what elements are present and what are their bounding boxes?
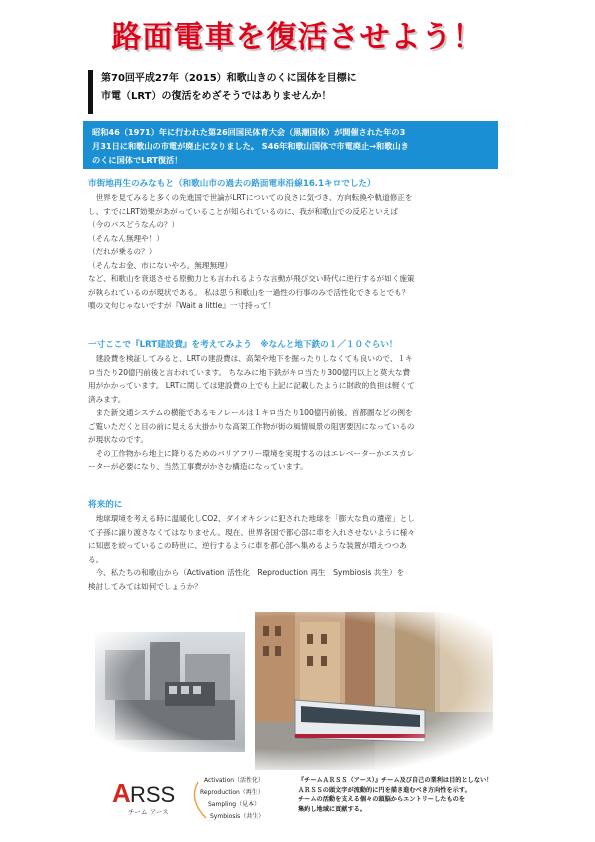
body-line: に知恵を絞っているこの時世に、逆行するように車を都心部へ集めるような装置が増えつつあ (88, 541, 407, 550)
highlight-box (83, 121, 498, 169)
arss-logo (112, 772, 292, 830)
subtitle-line-2: 市電（LRT）の復活をめざそうではありませんか！ (101, 91, 332, 102)
body-line: （そんなお金、市にないやろ。無理無理） (88, 260, 233, 270)
body-line: その工作物から地上に降りるためのバリアフリー環境を実現するのはエレベーターかエスカレ (88, 448, 415, 458)
logo-words (200, 776, 264, 820)
body-line: が執られているのが現状である。 私は思う和歌山を一過性の行事のみで活性化できるとでも？ (88, 287, 410, 297)
body-line: ーターが必要になり、当然工事費がかさむ構造になっています。 (88, 462, 308, 471)
logo-word: Reproduction（再生） (200, 789, 264, 796)
footer-line-4: 集約し地域に貢献する。 (298, 805, 367, 813)
body-line: また新交通システムの横能であるモノレールは１キロ当たり100億円前後、首都圏などの例を (88, 408, 413, 417)
body-line: 検討してみては如何でしょうか？ (88, 581, 202, 591)
section-body-3 (88, 512, 500, 593)
logo-word: Symbiosis（共生） (210, 813, 265, 820)
section-body-1 (88, 191, 500, 313)
highlight-line-2: 月31日に和歌山の市電が廃止になりました。 S46年和歌山国体で市電廃止→和歌山き (92, 141, 409, 151)
body-line: （今のバスどうなんの？） (88, 220, 180, 229)
body-line: 噴の文句じゃないですが『Wait a little』一寸持って！ (88, 301, 276, 310)
footer-line-2: ＡＲＳＳの頭文字が流動的に円を描き進むべき方向性を示す。 (298, 786, 471, 794)
logo-sub: チーム アース (128, 808, 169, 816)
page-title: 路面電車を復活させよう！ (111, 20, 484, 55)
body-line: （そんなん無理や！） (88, 233, 164, 243)
body-line: る。 (88, 554, 104, 564)
footer-line-1: 『チームＡＲＳＳ（アース）』チーム及び自己の業利は目的としない！ (298, 777, 493, 784)
logo-text: RSS (130, 782, 176, 807)
body-line: など、和歌山を衰退させる原動力とも言われるような言動が飛び交い時代に逆行するが如く施策 (88, 274, 415, 283)
subtitle-line-1: 第70回平成27年（2015）和歌山きのくに国体を目標に (101, 73, 357, 84)
body-line: ご覧いただくと目の前に見える大掛かりな高架工作物が街の風情風景の阻害要因になっているの (88, 421, 415, 431)
footer-line-3: チームの活動を支える個々の頭脳からエントリーしたものを (298, 796, 466, 804)
section-body-2 (88, 352, 500, 474)
body-line: し、すでにLRT効果があがっていることが知られているのに、我が和歌山での反応といえば (88, 206, 398, 216)
footer-note (298, 776, 493, 814)
body-line: 今、私たちの和歌山から（Activation 活性化 Reproduction 再生 Symbiosis 共生）を (88, 568, 405, 577)
body-line: 用がかかっています。 LRTに関しては建設費の上でも上記に記載したように財政的負担は軽くて (88, 381, 415, 390)
highlight-line-3: のくに国体でLRT復活！ (92, 155, 183, 165)
logo-word: Activation（活性化） (204, 777, 265, 784)
section-heading-2: 一寸ここで『LRT建設費』を考えてみよう ※なんと地下鉄の１／１０ぐらい！ (88, 340, 398, 350)
body-line: て子孫に譲り渡さなくてはなりません。現在、世界各国で都心部に車を入れさせないように様々 (88, 527, 415, 537)
tram-photo-collage (95, 612, 493, 770)
body-line: が現状なのです。 (88, 435, 149, 444)
body-line: 建設費を検証してみると、LRTの建設費は、高架や地下を掘ったりしなくても良いので、１キ (88, 354, 413, 363)
highlight-line-1: 昭和46（1971）年に行われた第26回国民体育大会（黒潮国体）が開催された年の3 (92, 127, 406, 137)
body-line: 済みます。 (88, 394, 126, 404)
body-line: 地球環境を考える時に温暖化しCO2、ダイオキシンに犯された地球を「膨大な負の遺産」とし (88, 514, 415, 523)
body-line: 世界を見てみると多くの先進国で世論がLRTについての良さに気づき、方向転換や軌道修正を (88, 193, 413, 202)
subtitle-box (88, 70, 498, 114)
body-line: （だれが乗るの？） (88, 247, 157, 256)
section-heading-1: 市街地再生のみなもと（和歌山市の過去の路面電車沿線16.1キロでした） (88, 179, 376, 189)
body-line: ロ当たり20億円前後と言われています。 ちなみに地下鉄がキロ当たり300億円以上と莫大な費 (88, 367, 411, 377)
section-heading-3: 将来的に (88, 500, 123, 510)
logo-letter-a: A (112, 778, 131, 808)
logo-word: Sampling（見本） (208, 801, 261, 808)
